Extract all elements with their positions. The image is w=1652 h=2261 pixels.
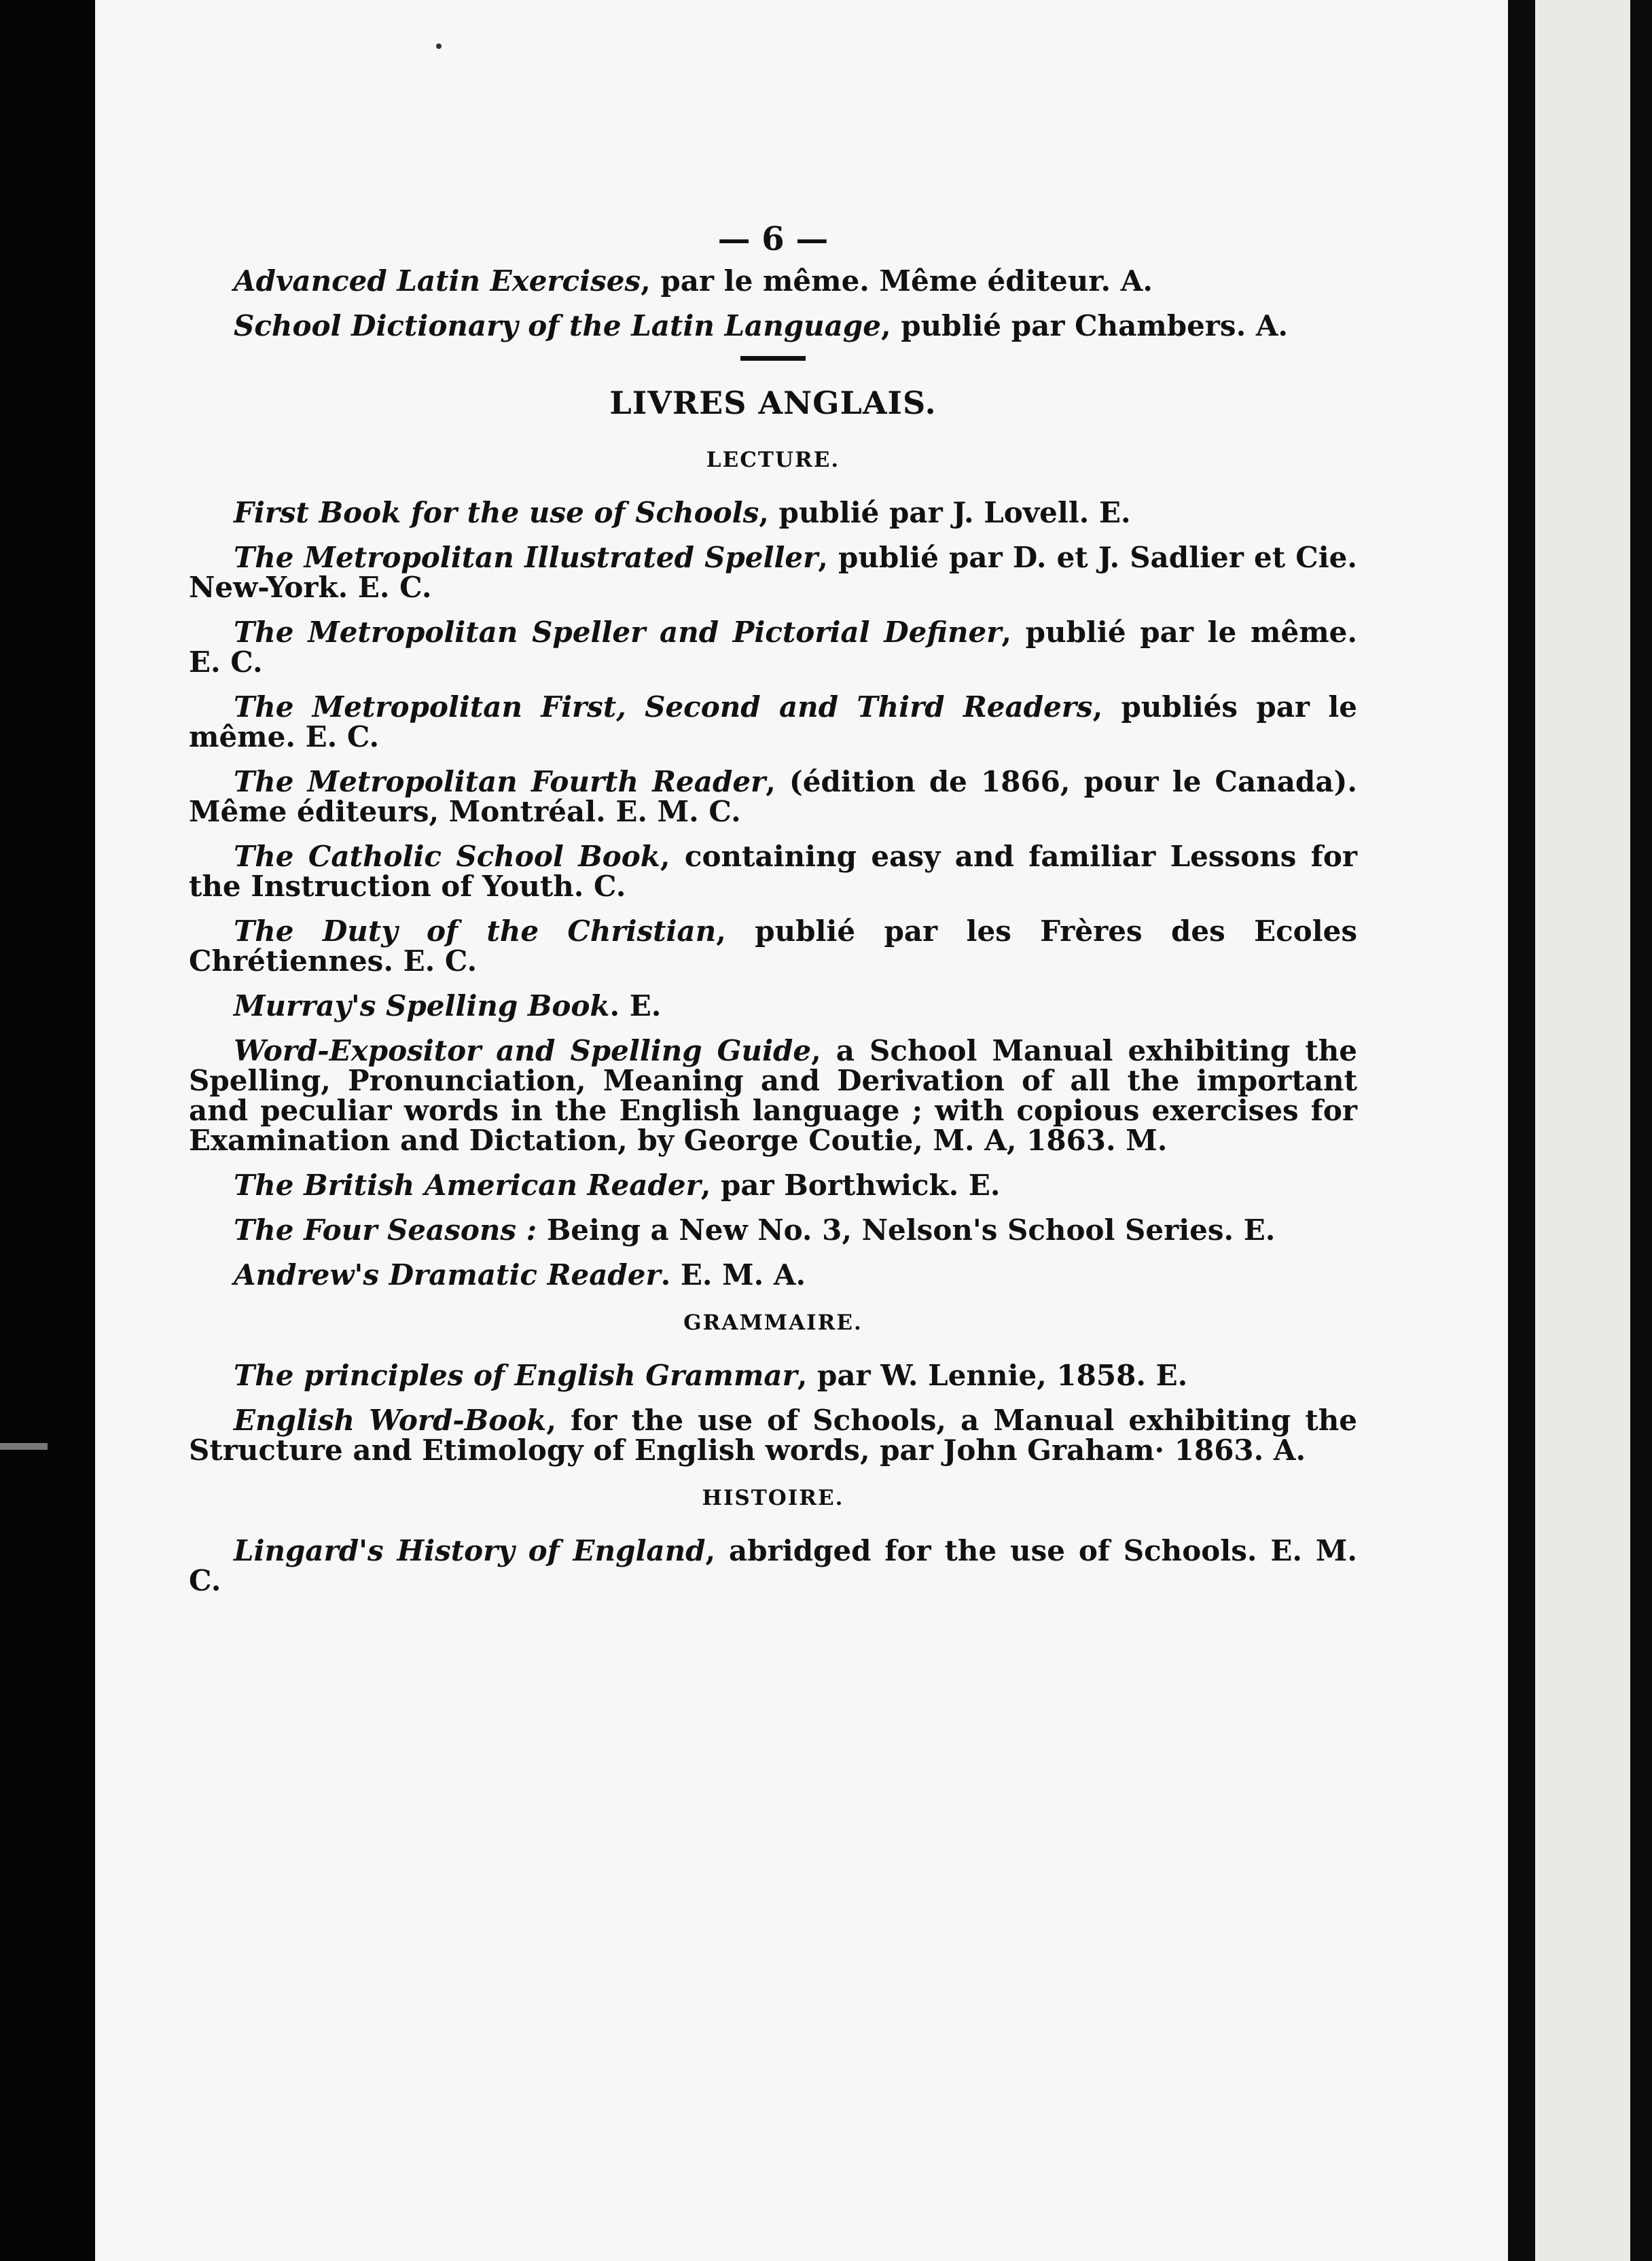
page-content <box>189 220 1358 1611</box>
entry <box>189 1215 1357 1245</box>
entry <box>189 1260 1357 1290</box>
entry-title: Murray's Spelling Book <box>234 989 610 1022</box>
entry-title: The Metropolitan Illustrated Speller <box>234 541 819 574</box>
entry-text: Being a New No. 3, Nelson's School Series. E. <box>546 1213 1276 1247</box>
entry-text: , a School Manual exhibiting the Spelling, Pronunciation, Meaning and Derivation of all the important and peculiar words in the English language ; with copious exercises for Examination and Dictation, by George Coutie, M. A, 1863. M. <box>189 1034 1357 1157</box>
subsection-heading-histoire: HISTOIRE. <box>702 1486 844 1510</box>
entry-text: , publié par le même. E. C. <box>189 616 1357 679</box>
entry-text: , publiés par le même. E. C. <box>189 690 1358 753</box>
entry <box>189 1406 1357 1465</box>
next-page-edge <box>1535 0 1630 2261</box>
entry-title: The Metropolitan Fourth Reader <box>234 765 766 798</box>
entry-title: Advanced Latin Exercises <box>234 264 641 298</box>
entry-title: Lingard's History of England <box>234 1534 706 1567</box>
entry-title: Andrew's Dramatic Reader <box>234 1258 661 1292</box>
entry-text: , publié par Chambers. A. <box>881 309 1289 342</box>
entry-text: . E. M. A. <box>660 1258 806 1292</box>
entry-intro-2 <box>189 311 1357 341</box>
entry <box>189 1536 1357 1596</box>
entry <box>189 1361 1357 1391</box>
entry-intro-1 <box>189 266 1357 296</box>
entry <box>189 618 1357 677</box>
entry-text: , publié par les Frères des Ecoles Chrétiennes. E. C. <box>189 914 1357 978</box>
entry-text: , (édition de 1866, pour le Canada). Même éditeurs, Montréal. E. M. C. <box>189 765 1357 828</box>
entry <box>189 1036 1357 1156</box>
subsection-heading-lecture: LECTURE. <box>706 448 840 472</box>
entry-title: English Word-Book <box>234 1404 547 1437</box>
entry <box>189 767 1357 827</box>
entry-title: The Metropolitan Speller and Pictorial Definer <box>234 616 1002 649</box>
subsection-heading-grammaire: GRAMMAIRE. <box>683 1311 863 1335</box>
entry <box>189 842 1357 902</box>
entry <box>189 1171 1357 1200</box>
scan-border-right <box>1508 0 1652 2261</box>
entry-title: The British American Reader <box>234 1169 701 1202</box>
section-rule <box>740 356 806 361</box>
entry-text: , publié par D. et J. Sadlier et Cie. New-York. E. C. <box>189 541 1357 604</box>
entry-title: School Dictionary of the Latin Language <box>234 309 881 342</box>
entry <box>189 916 1357 976</box>
page-number: — 6 — <box>717 220 829 258</box>
entry <box>189 991 1357 1021</box>
entry-text: , par Borthwick. E. <box>700 1169 1001 1202</box>
entry <box>189 692 1357 752</box>
entry-title: Word-Expositor and Spelling Guide <box>234 1034 812 1067</box>
entry-text: , par W. Lennie, 1858. E. <box>797 1359 1188 1392</box>
entry-title: The principles of English Grammar <box>234 1359 797 1392</box>
entry-title: The Four Seasons : <box>234 1213 547 1247</box>
entry-text: . E. <box>609 989 662 1022</box>
entry <box>189 543 1357 603</box>
entry-text: , abridged for the use of Schools. E. M. C. <box>189 1534 1357 1597</box>
entry <box>189 498 1357 528</box>
entry-title: The Catholic School Book <box>234 840 660 873</box>
scan-smudge <box>0 1443 48 1450</box>
entry-text: , publié par J. Lovell. E. <box>759 496 1131 529</box>
scan-border-left <box>0 0 95 2261</box>
entry-title: First Book for the use of Schools <box>234 496 759 529</box>
entry-text: , par le même. Même éditeur. A. <box>641 264 1153 298</box>
entry-text: , containing easy and familiar Lessons for the Instruction of Youth. C. <box>189 840 1357 903</box>
entry-title: The Metropolitan First, Second and Third Readers <box>234 690 1093 724</box>
entry-text: , for the use of Schools, a Manual exhibiting the Structure and Etimology of English words, par John Graham· 1863. A. <box>189 1404 1357 1467</box>
scan-dot <box>436 43 442 49</box>
section-title: LIVRES ANGLAIS. <box>609 385 937 421</box>
entry-title: The Duty of the Christian <box>234 914 717 948</box>
